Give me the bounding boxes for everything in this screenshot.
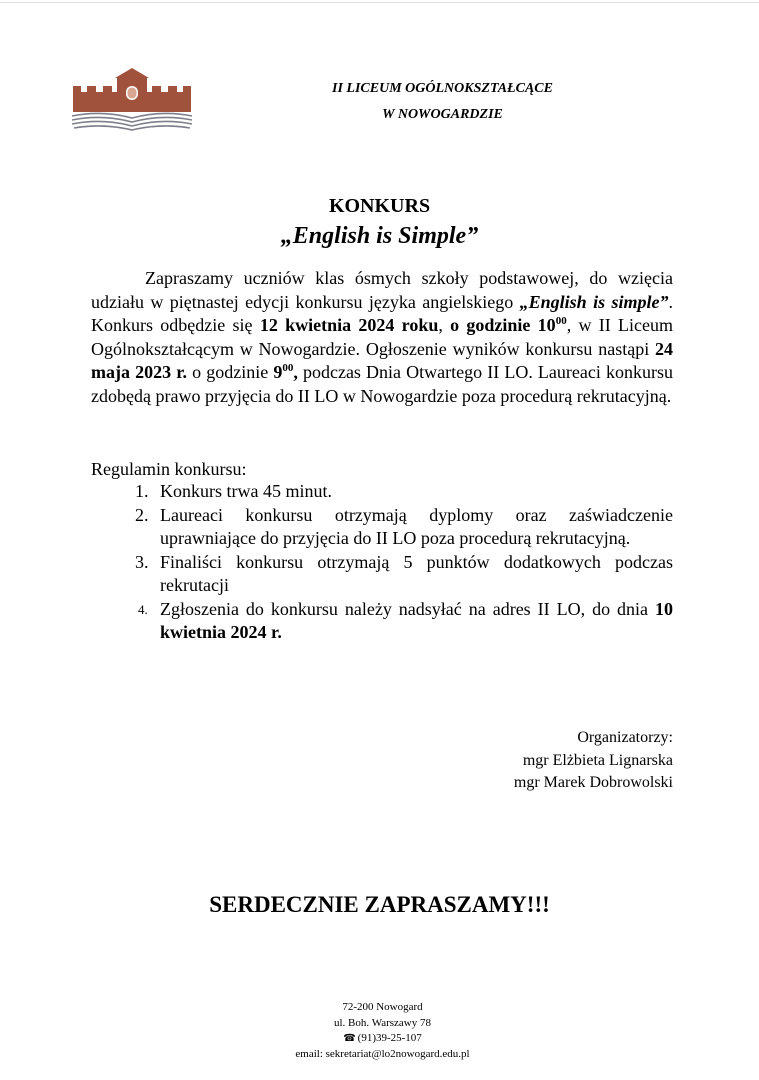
regulations-list (135, 480, 673, 645)
deadline-date: 10 kwietnia 2024 r. (160, 598, 673, 642)
organizer-name: mgr Elżbieta Lignarska (522, 751, 673, 769)
castle-book-logo (70, 66, 194, 132)
footer-address (0, 1000, 759, 1062)
closing-invitation: SERDECZNIE ZAPRASZAMY!!! (209, 892, 550, 917)
intro-text: , w II Liceum Ogólnokształcącym w Nowogardzie. Ogłoszenie wyników konkursu nastąpi (91, 315, 673, 359)
intro-text: , (438, 315, 451, 335)
footer-phone (0, 1031, 759, 1047)
contest-date: 12 kwietnia 2024 roku (259, 315, 439, 335)
list-item-number: 1. (135, 481, 149, 501)
contest-hour (450, 315, 567, 335)
results-hour-minutes: 00 (282, 362, 294, 374)
contest-subtitle: „English is Simple” (280, 223, 479, 249)
list-item-number: 3. (135, 551, 149, 572)
school-name (300, 76, 585, 128)
list-item-text: Zgłoszenia do konkursu należy nadsyłać na adres II LO, do dnia (160, 598, 655, 619)
footer-city: 72-200 Nowogard (342, 1001, 423, 1013)
organizers-block (514, 727, 673, 795)
contest-name: „English is simple” (519, 291, 669, 312)
list-item-number: 2. (135, 504, 149, 525)
organizer-name: mgr Marek Dobrowolski (513, 774, 673, 791)
intro-text: podczas Dnia Otwartego II LO. Laureaci konkursu zdobędą prawo przyjęcia do II LO w Nowogardzie poza procedurą rekrutacyjną. (91, 362, 673, 406)
phone-icon: ☎ (343, 1033, 356, 1044)
list-item-text: Konkurs trwa 45 minut. (160, 481, 332, 501)
results-hour-label: 9 (273, 362, 283, 382)
intro-text: . Konkurs odbędzie się (91, 291, 673, 335)
list-item (135, 480, 673, 504)
intro-text: o godzinie (187, 362, 274, 382)
footer-street: ul. Boh. Warszawy 78 (334, 1016, 431, 1029)
results-hour-comma: , (293, 362, 298, 382)
results-hour (273, 362, 298, 382)
footer-email[interactable]: email: sekretariat@lo2nowogard.edu.pl (295, 1047, 470, 1060)
intro-paragraph (91, 267, 673, 408)
intro-text: Zapraszamy uczniów klas ósmych szkoły podstawowej, do wzięcia udziału w piętnastej edycji konkursu języka angielskiego (91, 268, 673, 312)
regulations-heading: Regulamin konkursu: (91, 459, 247, 479)
organizers-heading: Organizatorzy: (577, 729, 673, 746)
document-title: KONKURS (328, 195, 431, 217)
contest-hour-minutes: 00 (555, 315, 567, 327)
list-item-text: Finaliści konkursu otrzymają 5 punktów dodatkowych podczas rekrutacji (160, 551, 673, 595)
list-item-text: Laureaci konkursu otrzymają dyplomy oraz zaświadczenie uprawniające do przyjęcia do II LO poza procedurą rekrutacyjną. (160, 504, 673, 548)
list-item (135, 551, 673, 598)
school-name-line1: II LICEUM OGÓLNOKSZTAŁCĄCE (332, 81, 553, 96)
top-divider (0, 2, 759, 3)
footer-phone-number: (91)39-25-107 (357, 1032, 422, 1044)
list-item (138, 598, 673, 645)
list-item-number: 4. (138, 601, 148, 617)
school-name-line2: W NOWOGARDZIE (382, 107, 503, 122)
list-item (135, 504, 673, 551)
results-date: 24 maja 2023 r. (91, 338, 673, 382)
contest-hour-label: o godzinie 10 (450, 315, 556, 335)
